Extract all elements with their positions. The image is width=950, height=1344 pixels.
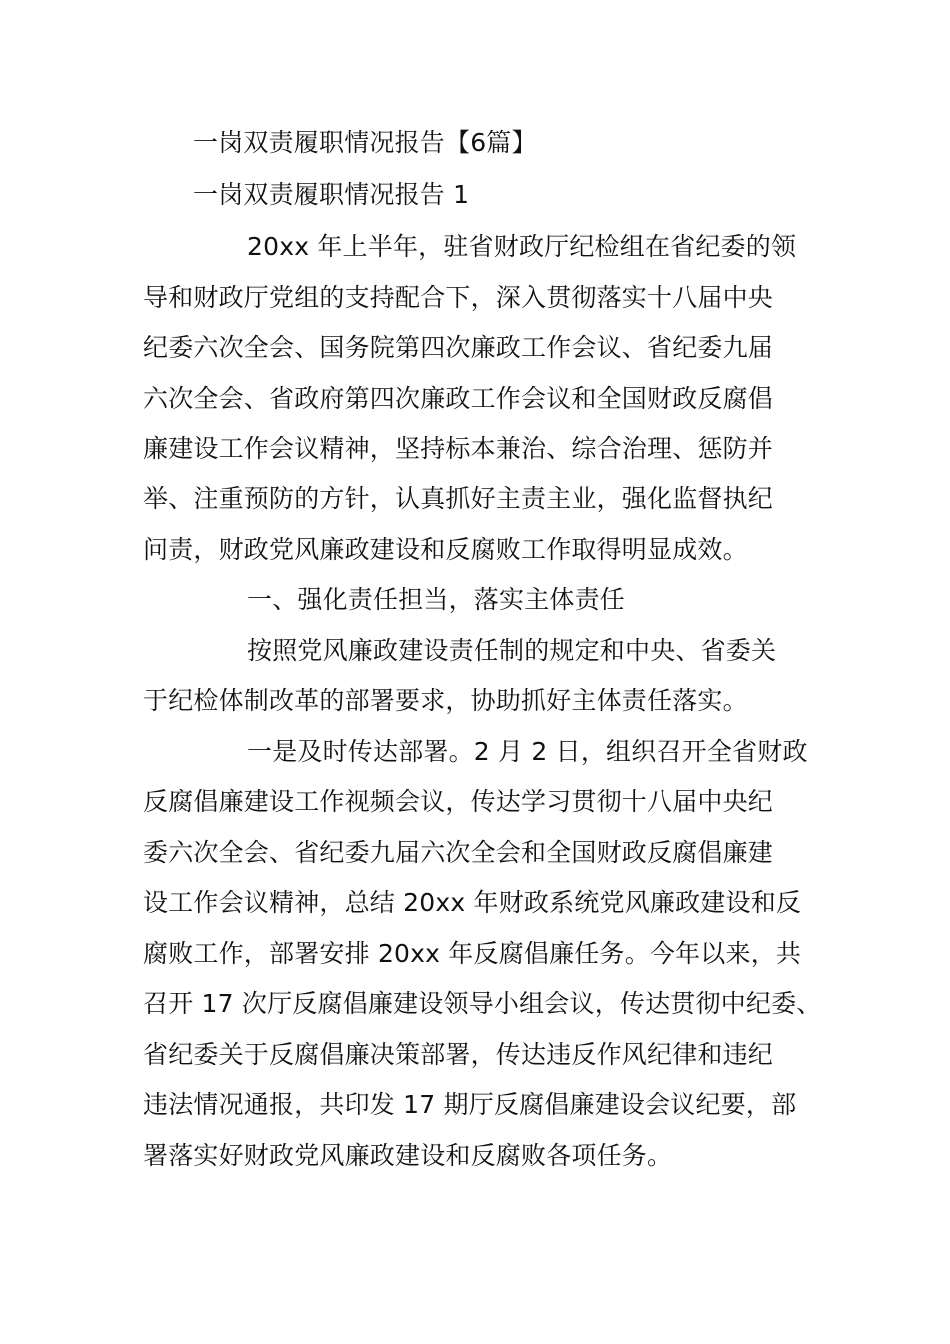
paragraph-line: 违法情况通报，共印发 17 期厅反腐倡廉建设会议纪要，部 bbox=[143, 1090, 797, 1119]
paragraph-line: 署落实好财政党风廉政建设和反腐败各项任务。 bbox=[143, 1141, 673, 1170]
paragraph-line: 按照党风廉政建设责任制的规定和中央、省委关 bbox=[247, 636, 777, 665]
paragraph-line: 于纪检体制改革的部署要求，协助抓好主体责任落实。 bbox=[143, 686, 748, 715]
paragraph-line: 设工作会议精神，总结 20xx 年财政系统党风廉政建设和反 bbox=[143, 888, 802, 917]
paragraph-line: 廉建设工作会议精神，坚持标本兼治、综合治理、惩防并 bbox=[143, 434, 774, 463]
paragraph-line: 反腐倡廉建设工作视频会议，传达学习贯彻十八届中央纪 bbox=[143, 787, 774, 816]
document-subtitle: 一岗双责履职情况报告 1 bbox=[193, 180, 470, 209]
paragraph-line: 举、注重预防的方针，认真抓好主责主业，强化监督执纪 bbox=[143, 484, 774, 513]
paragraph-line: 腐败工作，部署安排 20xx 年反腐倡廉任务。今年以来，共 bbox=[143, 939, 802, 968]
paragraph-line: 召开 17 次厅反腐倡廉建设领导小组会议，传达贯彻中纪委、 bbox=[143, 989, 822, 1018]
paragraph-line: 纪委六次全会、国务院第四次廉政工作会议、省纪委九届 bbox=[143, 333, 774, 362]
paragraph-line: 导和财政厅党组的支持配合下，深入贯彻落实十八届中央 bbox=[143, 283, 774, 312]
paragraph-line: 委六次全会、省纪委九届六次全会和全国财政反腐倡廉建 bbox=[143, 838, 774, 867]
paragraph-line: 一是及时传达部署。2 月 2 日，组织召开全省财政 bbox=[247, 737, 808, 766]
paragraph-line: 问责，财政党风廉政建设和反腐败工作取得明显成效。 bbox=[143, 535, 748, 564]
section-heading: 一、强化责任担当，落实主体责任 bbox=[247, 585, 626, 614]
paragraph-line: 20xx 年上半年，驻省财政厅纪检组在省纪委的领 bbox=[247, 232, 797, 261]
document-title: 一岗双责履职情况报告【6篇】 bbox=[193, 128, 537, 157]
paragraph-line: 六次全会、省政府第四次廉政工作会议和全国财政反腐倡 bbox=[143, 384, 774, 413]
paragraph-line: 省纪委关于反腐倡廉决策部署，传达违反作风纪律和违纪 bbox=[143, 1040, 774, 1069]
